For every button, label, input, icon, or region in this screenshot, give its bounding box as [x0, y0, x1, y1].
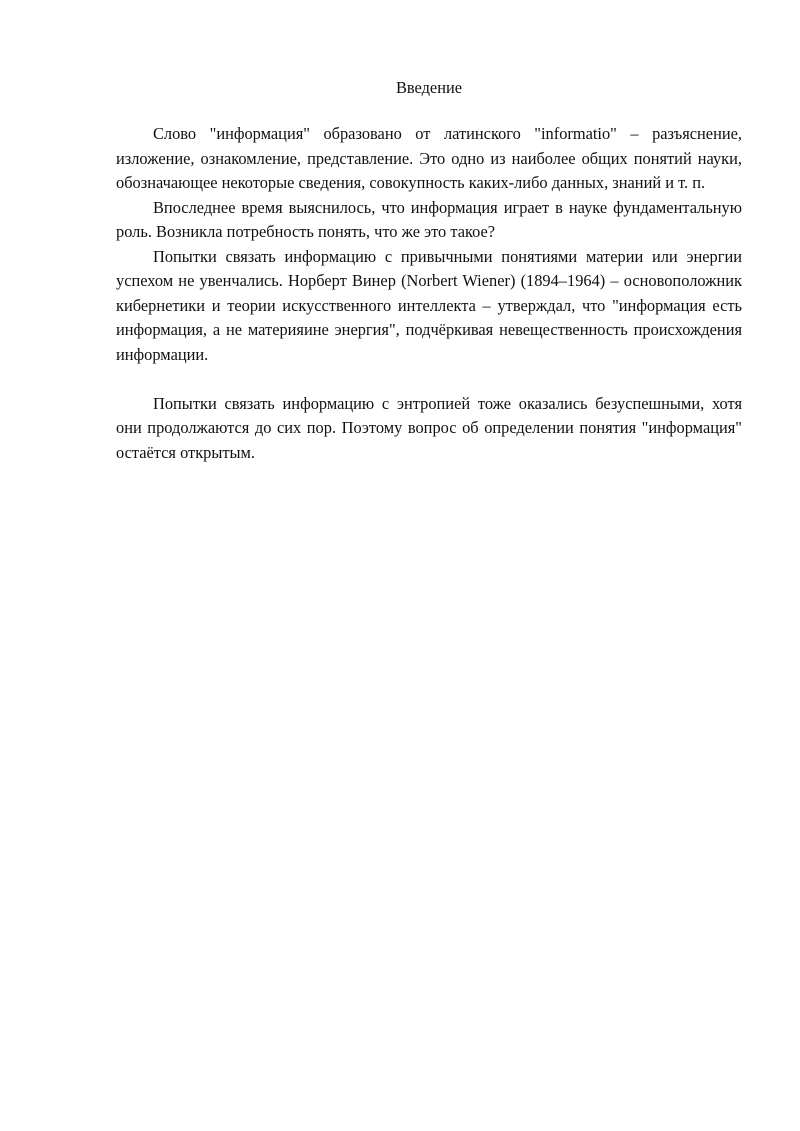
paragraph-2: Впоследнее время выяснилось, что информация играет в науке фундаментальную роль. Возникла потребность понять, что же это такое? [116, 197, 742, 241]
paragraph-1: Слово "информация" образовано от латинского "informatio" – разъяснение, изложение, ознакомление, представление. Это одно из наиболее общих понятий науки, обозначающее некоторые сведения, совокупность каких-либо данных, знаний и т. п. [116, 124, 742, 192]
document-body [116, 76, 742, 465]
document-title: Введение [395, 78, 463, 97]
paragraph-4: Попытки связать информацию с энтропией тоже оказались безуспешными, хотя они продолжаются до сих пор. Поэтому вопрос об определении понятия "информация" остаётся открытым. [116, 393, 742, 462]
paragraph-3: Попытки связать информацию с привычными понятиями материи или энергии успехом не увенчались. Норберт Винер (Norbert Wiener) (1894–1964) – основоположник кибернетики и теории искусственного интеллекта – утверждал, что "информация есть информация, а не материяине энергия", подчёркивая невещественность происхождения информации. [116, 246, 742, 364]
